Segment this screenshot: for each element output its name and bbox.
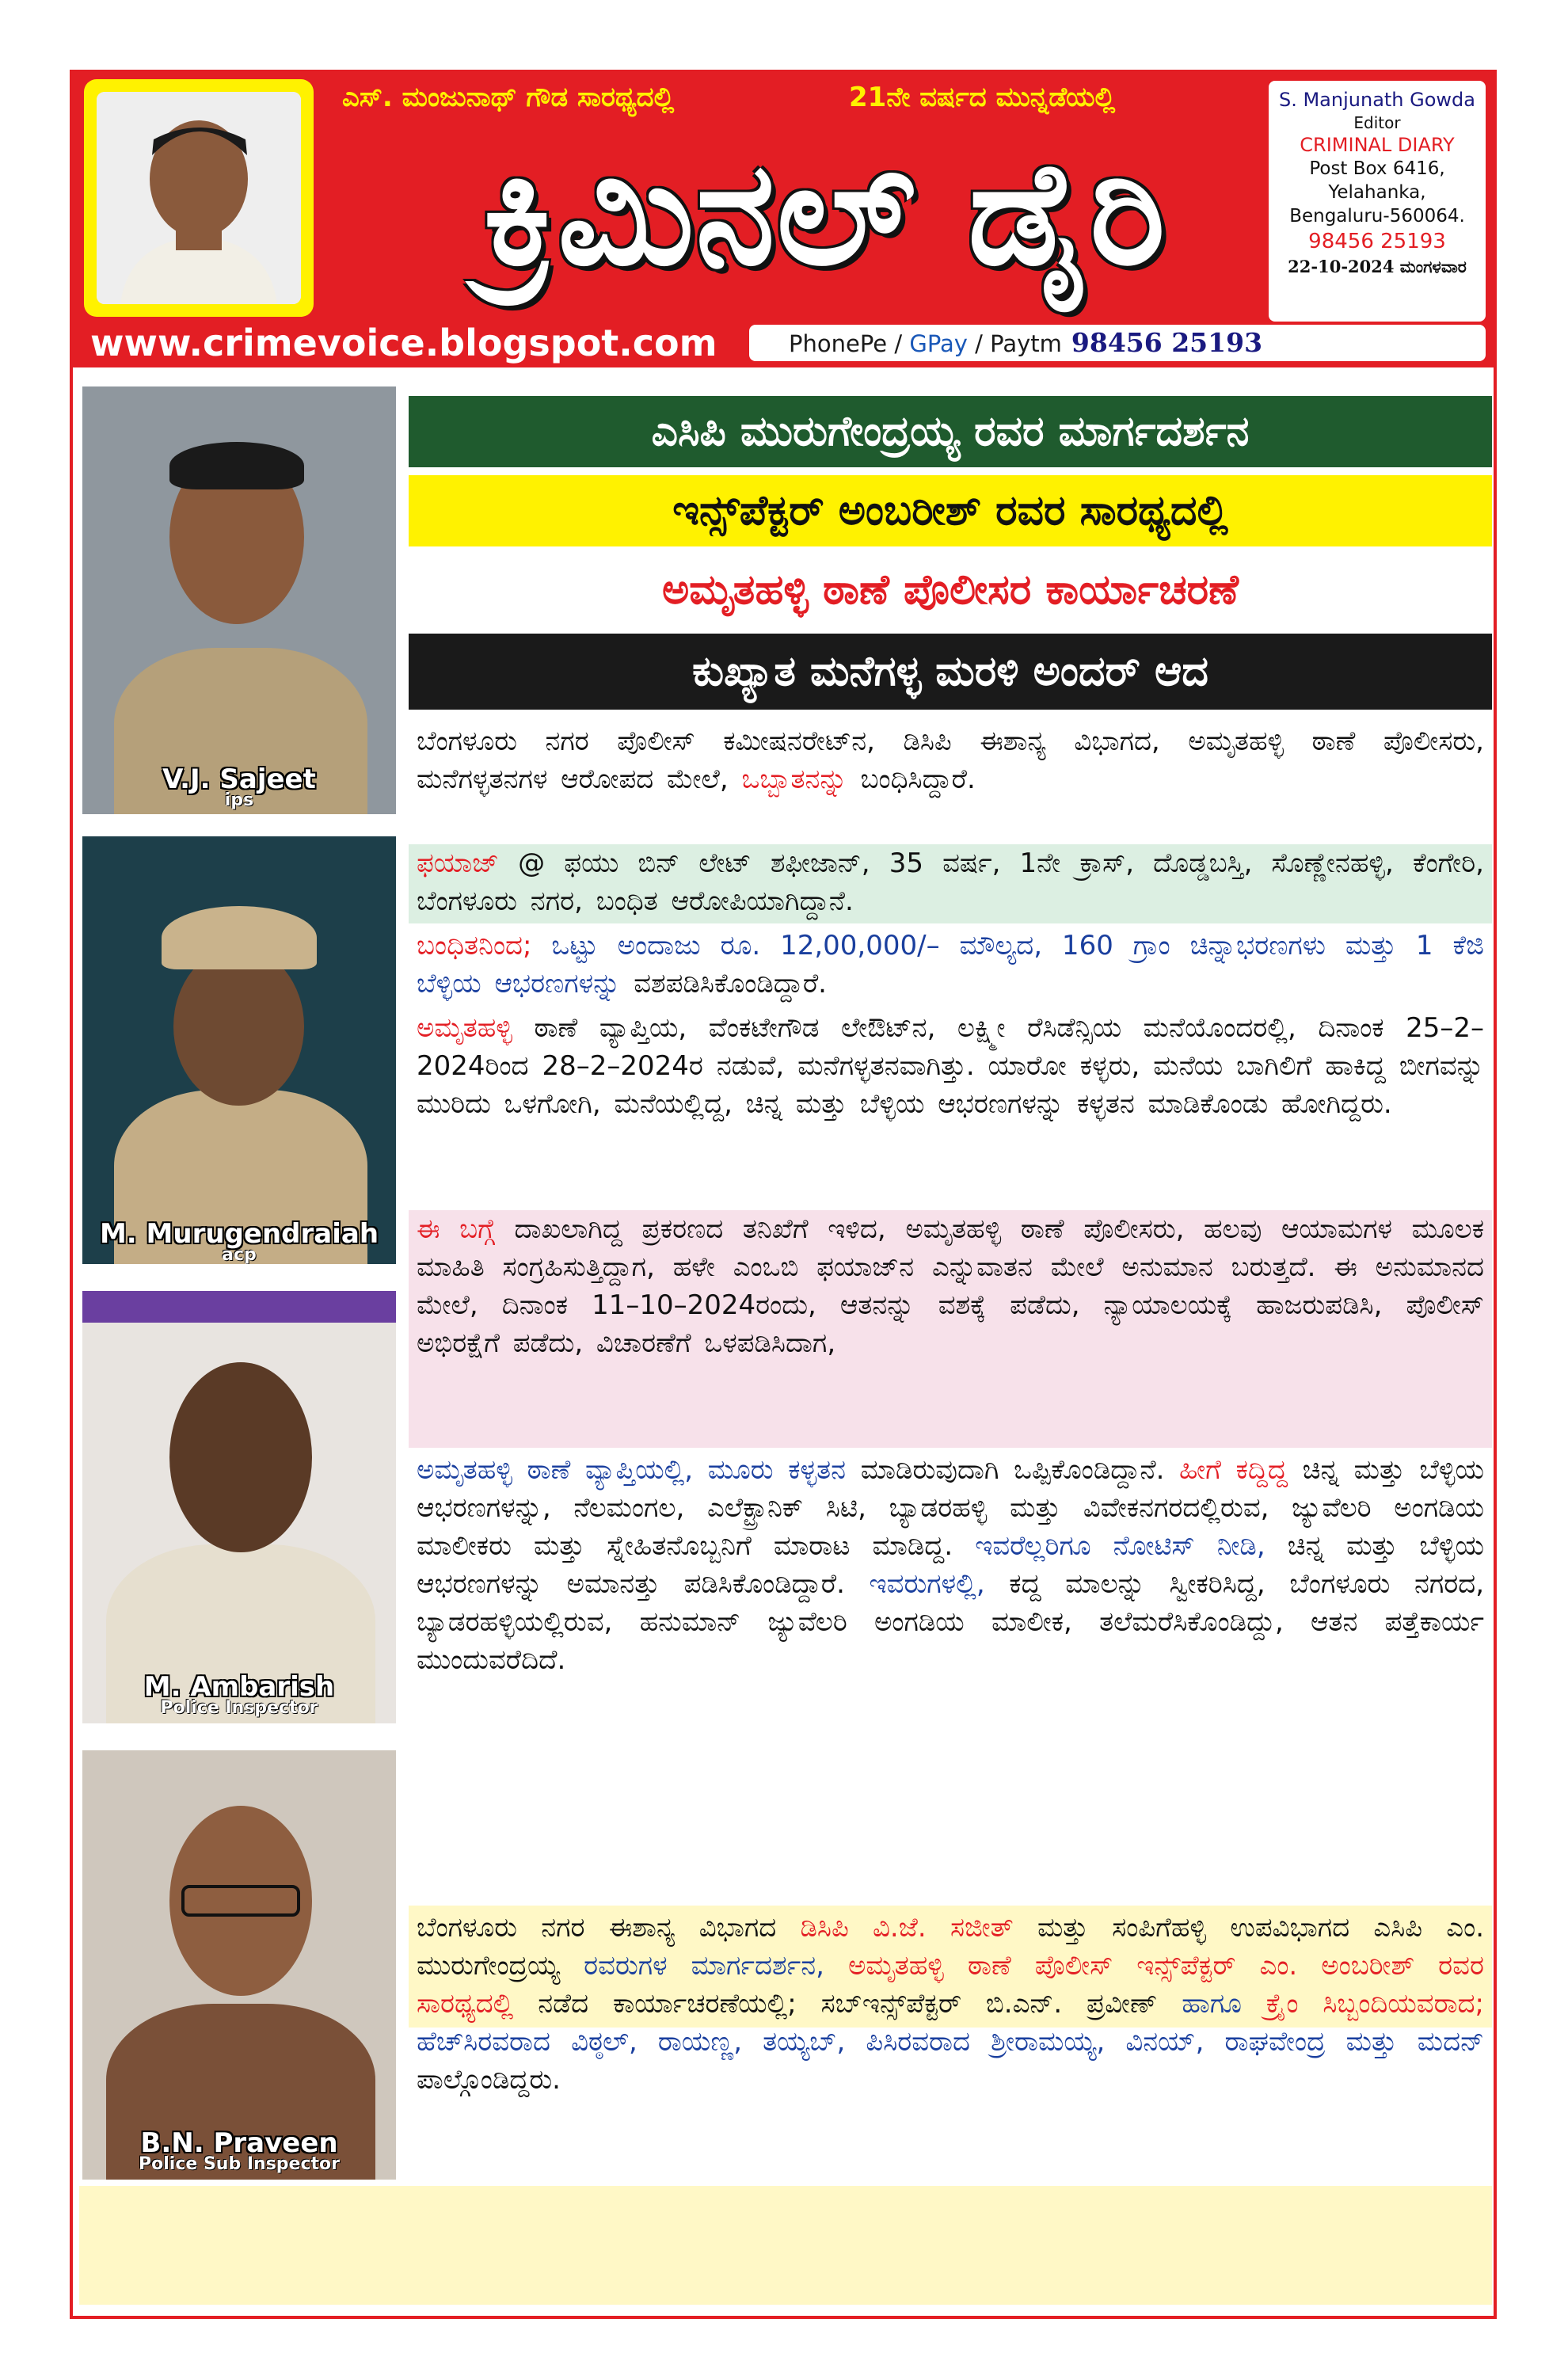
text-run: ಕದ್ದ ಮಾಲನ್ನು ಸ್ವೀಕರಿಸಿದ್ದ, ಬೆಂಗಳೂರು ನಗರದ, ಬ್ಯಾಡರಹಳ್ಳಿಯಲ್ಲಿರುವ, ಹನುಮಾನ್ ಜ್ಯುವೆಲರಿ ಅಂಗಡಿಯ ಮಾಲೀಕ, ತಲೆಮರೆಸಿಕೊಂಡಿದ್ದು, ಆತನ ಪತ್ತೆಕಾರ್ಯ ಮುಂದುವರೆದಿದೆ. — [417, 1568, 1485, 1676]
text-run: ಅಮೃತಹಳ್ಳಿ — [417, 1012, 512, 1044]
article-paragraph-6 — [409, 1451, 1492, 1902]
text-run: ಇವರುಗಳಲ್ಲಿ, — [869, 1568, 985, 1600]
headline-1: ಎಸಿಪಿ ಮುರುಗೇಂದ್ರಯ್ಯ ರವರ ಮಾರ್ಗದರ್ಶನ — [409, 396, 1492, 467]
text-run: ಕ್ರೈಂ ಸಿಬ್ಬಂದಿಯವರಾದ; — [1241, 1988, 1484, 2020]
text-run: ಒಟ್ಟು ಅಂದಾಜು ರೂ. 12,00,000/– ಮೌಲ್ಯದ, 160 ಗ್ರಾಂ ಚಿನ್ನಾಭರಣಗಳು ಮತ್ತು 1 ಕೆಜಿ ಬೆಳ್ಳಿಯ ಆಭರಣಗಳನ್ನು — [417, 930, 1484, 1000]
text-run: ಬೆಂಗಳೂರು ನಗರ ಪೊಲೀಸ್ ಕಮೀಷನರೇಟ್‌ನ, ಡಿಸಿಪಿ ಈಶಾನ್ಯ ವಿಭಾಗದ, ಅಮೃತಹಳ್ಳಿ ಠಾಣೆ ಪೊಲೀಸರು, ಮನೆಗಳ್ಳತನಗಳ ಆರೋಪದ ಮೇಲೆ, — [417, 725, 1484, 795]
editor-address-3: Bengaluru-560064. — [1289, 206, 1465, 227]
text-run: ಹಾಗೂ — [1182, 1988, 1242, 2020]
officer-photo-murugendraiah — [82, 836, 396, 1264]
text-run: ಠಾಣೆ ವ್ಯಾಪ್ತಿಯ, ವೆಂಕಟೇಗೌಡ ಲೇಔಟ್‌ನ, ಲಕ್ಷ್ಮೀ ರೆಸಿಡೆನ್ಸಿಯ ಮನೆಯೊಂದರಲ್ಲಿ, ದಿನಾಂಕ 25–2–2024ರಿಂದ 28–2–2024ರ ನಡುವೆ, ಮನೆಗಳ್ಳತನವಾಗಿತ್ತು. ಯಾರೋ ಕಳ್ಳರು, ಮನೆಯ ಬಾಗಿಲಿಗೆ ಹಾಕಿದ್ದ ಬೀಗವನ್ನು ಮುರಿದು ಒಳಗೋಗಿ, ಮನೆಯಲ್ಲಿದ್ದ, ಚಿನ್ನ ಮತ್ತು ಬೆಳ್ಳಿಯ ಆಭರಣಗಳನ್ನು ಕಳ್ಳತನ ಮಾಡಿಕೊಂಡು ಹೋಗಿದ್ದರು. — [417, 1012, 1484, 1120]
text-run: ಬೆಂಗಳೂರು ನಗರ ಈಶಾನ್ಯ ವಿಭಾಗದ — [417, 1912, 801, 1944]
text-run: ಪಾಲ್ಗೊಂಡಿದ್ದರು. — [417, 2064, 561, 2096]
headline-2: ಇನ್ಸ್‌ಪೆಕ್ಟರ್ ಅಂಬರೀಶ್ ರವರ ಸಾರಥ್ಯದಲ್ಲಿ — [409, 475, 1492, 546]
headline-4: ಕುಖ್ಯಾತ ಮನೆಗಳ್ಳ ಮರಳಿ ಅಂದರ್ ಆದ — [409, 634, 1492, 710]
text-run: ಹೀಗೆ ಕದ್ದಿದ್ದ — [1179, 1454, 1288, 1486]
newspaper-title: ಕ್ರಿಮಿನಲ್ ಡೈರಿ — [483, 131, 1167, 297]
officer-title: ips — [224, 790, 254, 810]
article-paragraph-4 — [409, 1009, 1492, 1207]
article-paragraph-5 — [409, 1210, 1492, 1448]
editor-role: Editor — [1353, 113, 1401, 132]
officer-name: B.N. Praveen — [140, 2127, 338, 2159]
text-run: ನಡೆದ ಕಾರ್ಯಾಚರಣೆಯಲ್ಲಿ; ಸಬ್‌ಇನ್ಸ್‌ಪೆಕ್ಟರ್ ಬಿ.ಎನ್. ಪ್ರವೀಣ್ — [513, 1988, 1182, 2020]
text-run: ಒಬ್ಬಾತನನ್ನು — [741, 763, 847, 795]
officer-title: Police Sub Inspector — [139, 2154, 340, 2174]
text-run: ಇವರೆಲ್ಲರಿಗೂ ನೋಟಿಸ್ ನೀಡಿ, — [975, 1530, 1265, 1562]
article-paragraph-7 — [409, 1909, 1492, 2305]
tagline-left: ಎಸ್. ಮಂಜುನಾಥ್ ಗೌಡ ಸಾರಥ್ಯದಲ್ಲಿ — [342, 82, 675, 113]
text-run: @ ಫಯು ಬಿನ್ ಲೇಟ್ ಶಫೀಜಾನ್, 35 ವರ್ಷ, 1ನೇ ಕ್ರಾಸ್, ದೊಡ್ಡಬಸ್ತಿ, ಸೊಣ್ಣೇನಹಳ್ಳಿ, ಕೆಂಗೇರಿ, ಬೆಂಗಳೂರು ನಗರ, ಬಂಧಿತ ಆರೋಪಿಯಾಗಿದ್ದಾನೆ. — [417, 847, 1484, 917]
editor-phone: 98456 25193 — [1308, 230, 1446, 253]
accused-name: ಫಯಾಜ್ — [417, 847, 500, 879]
officer-title: acp — [222, 1245, 257, 1264]
payment-phonepe: PhonePe — [789, 330, 888, 357]
editor-address-1: Post Box 6416, — [1309, 158, 1445, 179]
text-run: ಅಮೃತಹಳ್ಳಿ ಠಾಣೆ ವ್ಯಾಪ್ತಿಯಲ್ಲಿ, ಮೂರು ಕಳ್ಳತನ — [417, 1454, 847, 1486]
officer-name: M. Murugendraiah — [99, 1218, 379, 1250]
editor-photo-frame — [84, 79, 314, 317]
payment-sep: / — [887, 330, 910, 357]
editor-name: S. Manjunath Gowda — [1278, 89, 1475, 111]
article-paragraph-1 — [409, 722, 1492, 841]
payment-box — [749, 325, 1486, 361]
text-run: ಡಿಸಿಪಿ ವಿ.ಜೆ. ಸಜೀತ್ — [800, 1912, 1014, 1944]
payment-number: 98456 25193 — [1071, 327, 1263, 358]
payment-paytm: Paytm — [990, 330, 1062, 357]
masthead — [73, 73, 1494, 367]
text-run: ಮಾಡಿರುವುದಾಗಿ ಒಪ್ಪಿಕೊಂಡಿದ್ದಾನೆ. — [846, 1454, 1180, 1486]
editor-address-2: Yelahanka, — [1328, 182, 1426, 203]
officer-title: Police Inspector — [160, 1698, 318, 1718]
officer-name: M. Ambarish — [143, 1671, 335, 1703]
website-link[interactable]: www.crimevoice.blogspot.com — [90, 322, 717, 364]
text-run: ದಾಖಲಾಗಿದ್ದ ಪ್ರಕರಣದ ತನಿಖೆಗೆ ಇಳಿದ, ಅಮೃತಹಳ್ಳಿ ಠಾಣೆ ಪೊಲೀಸರು, ಹಲವು ಆಯಾಮಗಳ ಮೂಲಕ ಮಾಹಿತಿ ಸಂಗ್ರಹಿಸುತ್ತಿದ್ದಾಗ, ಹಳೇ ಎಂಒಬಿ ಫಯಾಜ್‌ನ ಎನ್ನುವಾತನ ಮೇಲೆ ಅನುಮಾನ ಬರುತ್ತದೆ. ಈ ಅನುಮಾನದ ಮೇಲೆ, ದಿನಾಂಕ 11–10–2024ರಂದು, ಆತನನ್ನು ವಶಕ್ಕೆ ಪಡೆದು, ನ್ಯಾಯಾಲಯಕ್ಕೆ ಹಾಜರುಪಡಿಸಿ, ಪೊಲೀಸ್ ಅಭಿರಕ್ಷೆಗೆ ಪಡೆದು, ವಿಚಾರಣೆಗೆ ಒಳಪಡಿಸಿದಾಗ, — [417, 1213, 1485, 1359]
officer-photo-ambarish — [82, 1291, 396, 1723]
text-run: ಹೆಚ್‌ಸಿರವರಾದ ವಿಠ್ಠಲ್, ರಾಯಣ್ಣ, ತಯ್ಯಬ್, ಪಿಸಿರವರಾದ ಶ್ರೀರಾಮಯ್ಯ, ವಿನಯ್, ರಾಘವೇಂದ್ರ ಮತ್ತು ಮದನ್ — [417, 2026, 1484, 2058]
text-run: ರವರುಗಳ ಮಾರ್ಗದರ್ಶನ, — [584, 1950, 824, 1982]
payment-gpay: GPay — [909, 330, 968, 357]
text-run: ಬಂಧಿತನಿಂದ; — [417, 930, 532, 961]
text-run: ಚಿನ್ನ ಮತ್ತು ಬೆಳ್ಳಿಯ ಆಭರಣಗಳನ್ನು ಅಮಾನತ್ತು ಪಡಿಸಿಕೊಂಡಿದ್ದಾರೆ. — [417, 1530, 1484, 1600]
article-paragraph-3 — [409, 927, 1492, 1006]
editor-info-box — [1269, 81, 1486, 322]
editor-photo — [97, 92, 301, 304]
officer-photo-sajeet — [82, 386, 396, 814]
payment-sep: / — [967, 330, 991, 357]
headline-3: ಅಮೃತಹಳ್ಳಿ ಠಾಣೆ ಪೊಲೀಸರ ಕಾರ್ಯಾಚರಣೆ — [409, 554, 1492, 626]
text-run: ಮತ್ತು ಸಂಪಿಗೆಹಳ್ಳಿ ಉಪವಿಭಾಗದ ಎಸಿಪಿ ಎಂ. ಮುರುಗೇಂದ್ರಯ್ಯ — [417, 1912, 1484, 1982]
text-run: ಈ ಬಗ್ಗೆ — [417, 1213, 495, 1245]
article-paragraph-2 — [409, 844, 1492, 923]
text-run: ವಶಪಡಿಸಿಕೊಂಡಿದ್ದಾರೆ. — [620, 968, 827, 1000]
text-run: ಬಂಧಿಸಿದ್ದಾರೆ. — [847, 763, 976, 795]
editor-paper: CRIMINAL DIARY — [1300, 134, 1455, 156]
officer-photo-praveen — [82, 1750, 396, 2180]
officer-name: V.J. Sajeet — [162, 763, 316, 795]
text-run: ಚಿನ್ನ ಮತ್ತು ಬೆಳ್ಳಿಯ ಆಭರಣಗಳನ್ನು, ನೆಲಮಂಗಲ, ಎಲೆಕ್ಟ್ರಾನಿಕ್ ಸಿಟಿ, ಬ್ಯಾಡರಹಳ್ಳಿ ಮತ್ತು ವಿವೇಕನಗರದಲ್ಲಿರುವ, ಜ್ಯುವೆಲರಿ ಅಂಗಡಿಯ ಮಾಲೀಕರು ಮತ್ತು ಸ್ನೇಹಿತನೊಬ್ಬನಿಗೆ ಮಾರಾಟ ಮಾಡಿದ್ದ. — [417, 1454, 1484, 1562]
text-run: ಅಮೃತಹಳ್ಳಿ ಠಾಣೆ ಪೊಲೀಸ್ ಇನ್ಸ್‌ಪೆಕ್ಟರ್ ಎಂ. ಅಂಬರೀಶ್ ರವರ ಸಾರಥ್ಯದಲ್ಲಿ — [417, 1950, 1484, 2020]
issue-date: 22-10-2024 ಮಂಗಳವಾರ — [1288, 257, 1467, 276]
tagline-right: 21ನೇ ವರ್ಷದ ಮುನ್ನಡೆಯಲ್ಲಿ — [849, 82, 1116, 113]
